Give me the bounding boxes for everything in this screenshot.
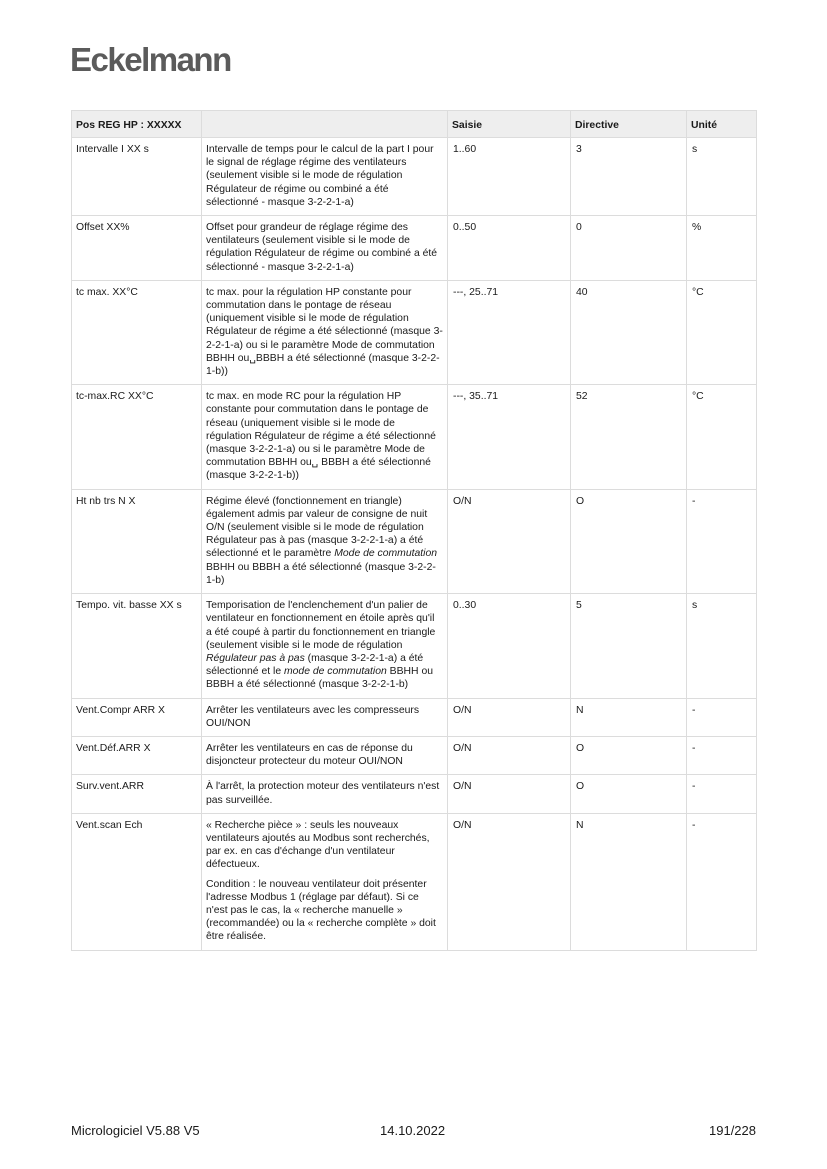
table-row <box>72 489 757 593</box>
table-row <box>72 698 757 736</box>
param-default: O <box>571 489 687 593</box>
param-description <box>202 813 448 950</box>
desc-paragraph-condition: Condition : le nouveau ventilateur doit présenter l'adresse Modbus 1 (réglage par défaut). Si ce n'est pas le cas, la « recherche manuelle » (recommandée) ou la « recherche complète » doit être réalisée. <box>206 878 436 943</box>
param-input: O/N <box>448 736 571 774</box>
param-name: tc max. XX°C <box>72 280 202 384</box>
param-input: O/N <box>448 489 571 593</box>
param-input: 0..50 <box>448 216 571 281</box>
param-name: Tempo. vit. basse XX s <box>72 594 202 698</box>
param-name: Offset XX% <box>72 216 202 281</box>
param-input: 0..30 <box>448 594 571 698</box>
param-input: 1..60 <box>448 138 571 216</box>
footer-firmware: Micrologiciel V5.88 V5 <box>71 1123 200 1138</box>
table-header-row <box>72 111 757 138</box>
param-description: Arrêter les ventilateurs en cas de réponse du disjoncteur protecteur du moteur OUI/NON <box>202 736 448 774</box>
param-name: Surv.vent.ARR <box>72 775 202 813</box>
param-name: Vent.Compr ARR X <box>72 698 202 736</box>
param-default: 5 <box>571 594 687 698</box>
param-default: O <box>571 736 687 774</box>
header-input: Saisie <box>448 111 571 138</box>
header-position: Pos REG HP : XXXXX <box>72 111 202 138</box>
parameter-table <box>71 110 757 951</box>
param-description: Intervalle de temps pour le calcul de la part I pour le signal de réglage régime des ventilateurs (seulement visible si le mode de régulation Régulateur de régime ou combiné a été sélectionné - masque 3-2-2-1-a) <box>202 138 448 216</box>
header-description <box>202 111 448 138</box>
param-unit: - <box>687 775 757 813</box>
eckelmann-logo: Eckelmann <box>70 41 231 78</box>
param-unit: s <box>687 138 757 216</box>
desc-paragraph: « Recherche pièce » : seuls les nouveaux ventilateurs ajoutés au Modbus sont recherchés, par ex. en cas d'échange d'un ventilateur défectueux. <box>206 819 430 871</box>
footer-date: 14.10.2022 <box>380 1123 446 1138</box>
desc-text: BBHH ou BBBH a été sélectionné (masque 3-2-2-1-b) <box>206 666 433 691</box>
param-unit: - <box>687 813 757 950</box>
param-unit: % <box>687 216 757 281</box>
param-input: ---, 35..71 <box>448 385 571 489</box>
param-default: 52 <box>571 385 687 489</box>
header-unit: Unité <box>687 111 757 138</box>
param-description <box>202 594 448 698</box>
param-name: Ht nb trs N X <box>72 489 202 593</box>
param-input: O/N <box>448 813 571 950</box>
param-description: tc max. en mode RC pour la régulation HP constante pour commutation dans le pontage de réseau (uniquement visible si le mode de régulation Régulateur de régime a été sélectionné (masque 3-2-2-1-a) ou si le paramètre Mode de commutation BBHH ou␣ BBBH a été sélectionné (masque 3-2-2-1-b)) <box>202 385 448 489</box>
param-input: O/N <box>448 698 571 736</box>
param-name: Intervalle I XX s <box>72 138 202 216</box>
param-default: N <box>571 698 687 736</box>
param-description: tc max. pour la régulation HP constante pour commutation dans le pontage de réseau (uniquement visible si le mode de régulation Régulateur de régime a été sélectionné (masque 3-2-2-1-a) ou si le paramètre Mode de commutation BBHH ou␣BBBH a été sélectionné (masque 3-2-2-1-b)) <box>202 280 448 384</box>
param-default: O <box>571 775 687 813</box>
param-name: Vent.Déf.ARR X <box>72 736 202 774</box>
table-row <box>72 216 757 281</box>
desc-text: BBHH ou BBBH a été sélectionné (masque 3-2-2-1-b) <box>206 561 436 586</box>
desc-text: Temporisation de l'enclenchement d'un palier de ventilateur en fonctionnement en étoile après qu'il a été coupé à partir du fonctionnement en triangle (seulement visible si le mode de régulation <box>206 600 436 651</box>
desc-emphasis: Régulateur pas à pas <box>206 652 305 664</box>
table-row <box>72 280 757 384</box>
param-unit: - <box>687 698 757 736</box>
param-default: N <box>571 813 687 950</box>
footer-page-number: 191/228 <box>709 1123 756 1138</box>
desc-emphasis: Mode de commutation <box>334 548 438 560</box>
param-input: ---, 25..71 <box>448 280 571 384</box>
param-unit: - <box>687 489 757 593</box>
desc-text: (masque 3-2-2-1-a) a été sélectionné et le <box>206 652 424 678</box>
param-description <box>202 489 448 593</box>
param-name: Vent.scan Ech <box>72 813 202 950</box>
table-row <box>72 594 757 698</box>
param-unit: °C <box>687 385 757 489</box>
param-unit: s <box>687 594 757 698</box>
param-description: À l'arrêt, la protection moteur des ventilateurs n'est pas surveillée. <box>202 775 448 813</box>
header-default: Directive <box>571 111 687 138</box>
param-description: Offset pour grandeur de réglage régime des ventilateurs (seulement visible si le mode de régulation Régulateur de régime ou combiné a été sélectionné - masque 3-2-2-1-a) <box>202 216 448 281</box>
table-row <box>72 775 757 813</box>
desc-emphasis: mode de commutation <box>283 666 387 678</box>
table-row <box>72 385 757 489</box>
param-default: 3 <box>571 138 687 216</box>
desc-text: Régime élevé (fonctionnement en triangle) également admis par valeur de consigne de nuit O/N (seulement visible si le mode de régulation Régulateur pas à pas (masque 3-2-2-1-a) a été sélectionné et le paramètre <box>206 495 428 560</box>
param-input: O/N <box>448 775 571 813</box>
table-row <box>72 138 757 216</box>
param-unit: - <box>687 736 757 774</box>
param-default: 0 <box>571 216 687 281</box>
param-default: 40 <box>571 280 687 384</box>
param-description: Arrêter les ventilateurs avec les compresseurs OUI/NON <box>202 698 448 736</box>
table-row <box>72 736 757 774</box>
param-unit: °C <box>687 280 757 384</box>
table-row <box>72 813 757 950</box>
param-name: tc-max.RC XX°C <box>72 385 202 489</box>
